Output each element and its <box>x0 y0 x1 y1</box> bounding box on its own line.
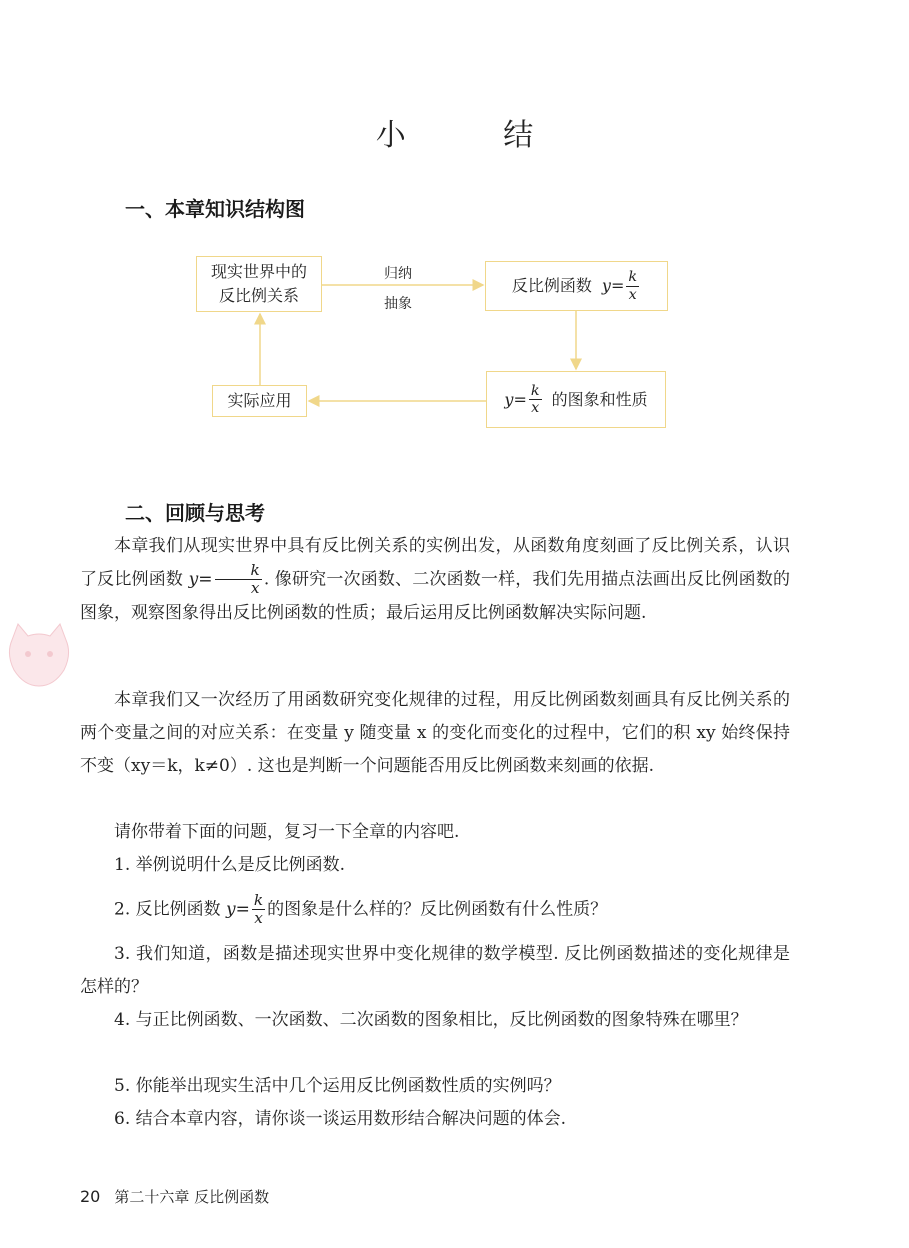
page-footer <box>80 1186 269 1207</box>
box-fn-text: 反比例函数 <box>511 276 592 295</box>
watermark-cat-icon <box>4 620 74 692</box>
question-6: 6. 结合本章内容，请你谈一谈运用数形结合解决问题的体会. <box>114 1109 567 1129</box>
formula-eq: = <box>513 389 527 409</box>
paragraph-1-part-b: . 像研究一次函数、二次函数一样，我们先用描点法画出反比例函数的图象，观察图象得出反比例函数的性质；最后运用反比例函数解决实际问题. <box>80 569 791 623</box>
formula-eq: = <box>610 276 625 295</box>
formula-x: x <box>531 400 540 416</box>
formula-k: k <box>253 891 264 909</box>
formula-y: y <box>601 276 611 295</box>
formula-x: x <box>628 286 637 303</box>
formula-k: k <box>530 382 540 399</box>
box-graph-text: 的图象和性质 <box>551 389 648 409</box>
formula-fraction <box>626 270 639 302</box>
label-abstract: 抽象 <box>384 296 412 312</box>
question-5: 5. 你能举出现实生活中几个运用反比例函数性质的实例吗？ <box>114 1076 561 1096</box>
question-4: 4. 与正比例函数、一次函数、二次函数的图象相比，反比例函数的图象特殊在哪里？ <box>114 1010 748 1030</box>
question-1: 1. 举例说明什么是反比例函数. <box>114 855 346 875</box>
box-real-line1: 现实世界中的 <box>210 262 307 281</box>
question-3: 3. 我们知道，函数是描述现实世界中变化规律的数学模型. 反比例函数描述的变化规律是怎样的？ <box>80 944 790 997</box>
question-2-part-a: 2. 反比例函数 <box>114 899 227 920</box>
box-application: 实际应用 <box>212 385 307 417</box>
formula-fraction <box>215 563 262 597</box>
section-heading-review: 二、回顾与思考 <box>125 501 265 525</box>
formula-y: y <box>504 389 514 409</box>
formula-k: k <box>215 563 262 580</box>
formula-x: x <box>250 579 260 598</box>
box-real-world-relation <box>196 256 322 312</box>
formula-eq: = <box>235 899 250 920</box>
paragraph-3: 请你带着下面的问题，复习一下全章的内容吧. <box>114 822 460 842</box>
paragraph-1-part-a: 本章我们从现实世界中具有反比例关系的实例出发，从函数角度刻画了反比例关系，认识了反比例函数 <box>80 536 790 590</box>
formula-y: y <box>226 899 236 920</box>
formula-fraction <box>252 893 265 927</box>
chapter-label: 第二十六章 反比例函数 <box>114 1188 270 1206</box>
box-inverse-function <box>485 261 668 311</box>
formula-fraction <box>529 384 542 416</box>
question-2 <box>114 893 790 927</box>
paragraph-2: 本章我们又一次经历了用函数研究变化规律的过程，用反比例函数刻画具有反比例关系的两个变量之间的对应关系：在变量 y 随变量 x 的变化而变化的过程中，它们的积 xy 始终保持不变（xy＝k，k≠0）. 这也是判断一个问题能否用反比例函数来刻画的依据. <box>80 690 790 776</box>
paragraph-1 <box>80 530 790 630</box>
formula-x: x <box>254 909 263 928</box>
box-graph-properties <box>486 371 666 428</box>
page-number: 20 <box>80 1187 101 1206</box>
formula-y: y <box>188 569 199 590</box>
label-induce: 归纳 <box>384 266 412 282</box>
formula-eq: = <box>198 569 213 590</box>
section-heading-structure: 一、本章知识结构图 <box>125 197 305 221</box>
question-2-part-b: 的图象是什么样的？反比例函数有什么性质？ <box>267 899 608 920</box>
page-title: 小 结 <box>375 118 578 153</box>
formula-k: k <box>628 269 638 286</box>
box-real-line2: 反比例关系 <box>218 286 299 305</box>
